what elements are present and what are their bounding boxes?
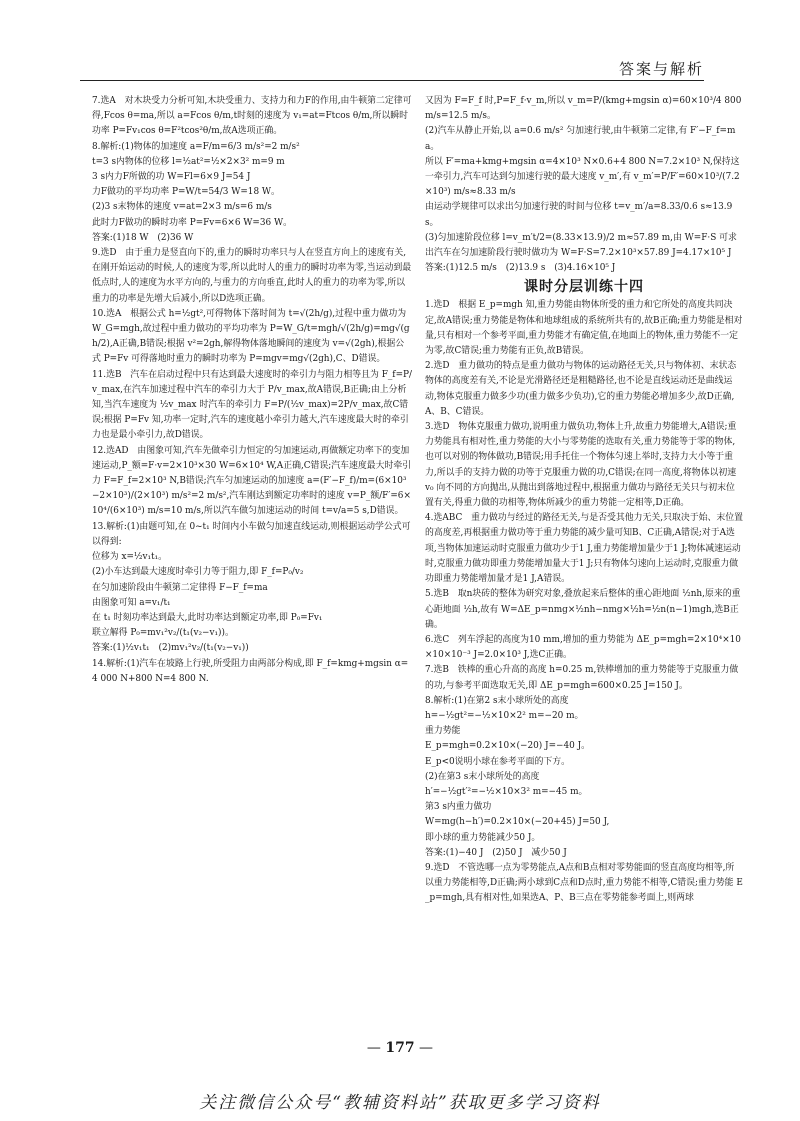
answer-paragraph: 3.选D 物体克服重力做功,说明重力做负功,物体上升,故重力势能增大,A错误;重力势能具有相对性,重力势能的大小与零势能的选取有关,重力势能等于零的物体,也可以对别的物体做功,B错误;用手托住一个物体匀速上举时,支持力大小等于重力,所以手的支持力做的功等于克服重力做的功,C错误;在同一高度,将物体以初速 v₀ 向不同的方向抛出,从抛出到落地过程中,根据重力做功与路径无关只与初末位置有关,得重力做的功相等,物体所减少的重力势能一定相等,D正确。 (425, 422, 737, 509)
answer-paragraph: E_p<0说明小球在参考平面的下方。 (425, 756, 571, 767)
answer-paragraph: 所以 F′=ma+kmg+mgsin α=4×10³ N×0.6+4 800 N=7.2×10³ N,保持这一牵引力,汽车可达到匀加速行驶的最大速度 v_m′,有 v_m′=P/F′=60×10³/(7.2×10³) m/s≈8.33 m/s (425, 156, 740, 198)
answer-paragraph: 8.解析:(1)在第2 s末小球所处的高度 (425, 695, 569, 706)
answer-paragraph: 由运动学规律可以求出匀加速行驶的时间与位移 t=v_m′/a=8.33/0.6 s≈13.9 s。 (425, 202, 733, 228)
answer-paragraph: 答案:(1)18 W (2)36 W (92, 232, 194, 243)
answer-paragraph: 14.解析:(1)汽车在坡路上行驶,所受阻力由两部分构成,即 F_f=kmg+mgsin α=4 000 N+800 N=4 800 N. (92, 658, 409, 684)
answer-paragraph: 11.选B 汽车在启动过程中只有达到最大速度时的牵引力与阻力相等且为 F_f=P/v_max,在汽车加速过程中汽车的牵引力大于 P/v_max,故A错误,B正确;由上分析知,当汽车速度为 ½v_max 时汽车的牵引力 F=P/(½v_max)=2P/v_max,故C错误;根据 P=Fv 知,功率一定时,汽车的速度越小牵引力越大,汽车速度最大时的牵引力也是最小牵引力,故D错误。 (92, 369, 412, 441)
answer-paragraph: 第3 s内重力做功 (425, 802, 492, 813)
page-header-title: 答案与解析 (618, 60, 704, 78)
answer-paragraph: 力F做功的平均功率 P=W/t=54/3 W=18 W。 (92, 187, 280, 198)
answer-paragraph: (2)3 s末物体的速度 v=at=2×3 m/s=6 m/s (92, 202, 272, 213)
answer-paragraph: 在 t₁ 时刻功率达到最大,此时功率达到额定功率,即 P₀=Fv₁ (92, 612, 323, 623)
answer-paragraph: 答案:(1)½v₁t₁ (2)mv₁²v₂/(t₁(v₂−v₁)) (92, 643, 249, 654)
page-number-value: 177 (385, 1040, 415, 1056)
page-number: — 177 — (366, 1040, 434, 1056)
answer-paragraph: 5.选B 取n块砖的整体为研究对象,叠放起来后整体的重心距地面 ½nh,原来的重心距地面 ½h,故有 W=ΔE_p=nmg×½nh−nmg×½h=½n(n−1)mgh,选B正确。 (425, 589, 741, 630)
answer-paragraph: 位移为 x=½v₁t₁。 (92, 552, 168, 563)
header-rule (80, 80, 704, 81)
answer-paragraph: (3)匀加速阶段位移 l=v_m′t/2=(8.33×13.9)/2 m≈57.89 m,由 W=F·S 可求出汽车在匀加速阶段行驶时做功为 W=F·S=7.2×10³×57.89 J=4.17×10⁵ J (425, 232, 737, 259)
answer-paragraph: 即小球的重力势能减少50 J。 (425, 832, 541, 843)
answer-paragraph: 重力势能 (425, 726, 461, 737)
answer-paragraph: 由图象可知 a=v₁/t₁ (92, 597, 171, 608)
answer-paragraph: (2)在第3 s末小球所处的高度 (425, 771, 540, 782)
answer-paragraph: t=3 s内物体的位移 l=½at²=½×2×3² m=9 m (92, 156, 285, 167)
answer-paragraph: 12.选AD 由图象可知,汽车先做牵引力恒定的匀加速运动,再做额定功率下的变加速运动,P_额=F·v=2×10³×30 W=6×10⁴ W,A正确,C错误;汽车速度最大时牵引力 F=F_f=2×10³ N,B错误;汽车匀加速运动的加速度 a=(F′−F_f)/m=(6×10³−2×10³)/(2×10³) m/s²=2 m/s²,汽车刚达到额定功率时的速度 v=P_额/F′=6×10⁴/(6×10³) m/s=10 m/s,所以汽车做匀加速运动的时间 t=v/a=5 s,D错误。 (92, 445, 412, 517)
answer-paragraph: 9.选D 不管选哪一点为零势能点,A点和B点相对零势能面的竖直高度均相等,所以重力势能相等,D正确;两小球到C点和D点时,重力势能不相等,C错误;重力势能 E_p=mgh,具有相对性,如果选A、P、B三点在零势能参考面上,则两球 (425, 862, 743, 904)
answer-paragraph: 在匀加速阶段由牛顿第二定律得 F−F_f=ma (92, 582, 268, 593)
answer-paragraph: 9.选D 由于重力是竖直向下的,重力的瞬时功率只与人在竖直方向上的速度有关,在刚开始运动的时候,人的速度为零,所以此时人的重力的瞬时功率为零,当运动到最低点时,人的速度为水平方向的,与重力的方向垂直,此时人的重力的功率为零,所以重力的功率是先增大后减小,所以D选项正确。 (92, 248, 412, 304)
answer-paragraph: h′=−½gt′²=−½×10×3² m=−45 m。 (425, 786, 588, 797)
answer-paragraph: 联立解得 P₀=mv₁²v₂/(t₁(v₂−v₁))。 (92, 628, 234, 639)
answer-paragraph: 13.解析:(1)由题可知,在 0~t₁ 时间内小车做匀加速直线运动,则根据运动学公式可以得到: (92, 521, 411, 547)
answer-paragraph: W=mg(h−h′)=0.2×10×(−20+45) J=50 J, (425, 817, 610, 828)
answer-paragraph: 7.选A 对木块受力分析可知,木块受重力、支持力和力F的作用,由牛顿第二定律可得,Fcos θ=ma,所以 a=Fcos θ/m,t时刻的速度为 v₁=at=Ftcos θ/m,所以瞬时功率 P=Fv₁cos θ=F²tcos²θ/m,故A选项正确。 (92, 96, 412, 137)
answer-paragraph: h=−½gt²=−½×10×2² m=−20 m。 (425, 710, 584, 721)
answer-paragraph: 又因为 F=F_f 时,P=F_f·v_m,所以 v_m=P/(kmg+mgsin α)=60×10³/4 800 m/s=12.5 m/s。 (425, 96, 742, 122)
answer-paragraph: 此时力F做功的瞬时功率 P=Fv=6×6 W=36 W。 (92, 217, 292, 228)
section-title: 课时分层训练十四 (524, 279, 644, 296)
answer-paragraph: (2)汽车从静止开始,以 a=0.6 m/s² 匀加速行驶,由牛顿第二定律,有 F′−F_f=ma。 (425, 126, 736, 152)
left-column (92, 94, 412, 1024)
answer-paragraph: 4.选ABC 重力做功与经过的路径无关,与是否受其他力无关,只取决于始、末位置的高度差,再根据重力做功等于重力势能的减少量可知B、C正确,A错误;对于A选项,当物体加速运动时克服重力做功少于1 J,重力势能增加量少于1 J;物体减速运动时,克服重力做功即重力势能增加量大于1 J;只有物体匀速向上运动时,克服重力做功即重力势能增加量才是1 J,A错误。 (425, 513, 743, 585)
answer-paragraph: 答案:(1)12.5 m/s (2)13.9 s (3)4.16×10⁵ J (425, 263, 616, 274)
footer-promo-text: 关注微信公众号“教辅资料站”获取更多学习资料 (199, 1093, 601, 1113)
answer-paragraph: 3 s内力F所做的功 W=Fl=6×9 J=54 J (92, 172, 251, 183)
answer-paragraph: 答案:(1)−40 J (2)50 J 减少50 J (425, 847, 567, 858)
answer-paragraph: 7.选B 铁棒的重心升高的高度 h=0.25 m,铁棒增加的重力势能等于克服重力做的功,与参考平面选取无关,即 ΔE_p=mgh=600×0.25 J=150 J。 (425, 665, 739, 691)
answer-paragraph: 6.选C 列车浮起的高度为10 mm,增加的重力势能为 ΔE_p=mgh=2×10⁴×10×10×10⁻³ J=2.0×10³ J,选C正确。 (425, 634, 741, 661)
answer-paragraph: 8.解析:(1)物体的加速度 a=F/m=6/3 m/s²=2 m/s² (92, 141, 300, 152)
answer-paragraph: 2.选D 重力做功的特点是重力做功与物体的运动路径无关,只与物体初、末状态物体的高度差有关,不论是光滑路径还是粗糙路径,也不论是直线运动还是曲线运动,物体克服重力做多少功(重力做多少负功),它的重力势能必增加多少,故D正确,A、B、C错误。 (425, 361, 737, 417)
answer-paragraph: E_p=mgh=0.2×10×(−20) J=−40 J。 (425, 741, 591, 752)
answer-paragraph: 10.选A 根据公式 h=½gt²,可得物体下落时间为 t=√(2h/g),过程中重力做功为 W_G=mgh,故过程中重力做功的平均功率为 P=W_G/t=mgh/√(2h/g)=mg√(gh/2),A正确,B错误;根据 v²=2gh,解得物体落地瞬间的速度为 v=√(2gh),根据公式 P=Fv 可得落地时重力的瞬时功率为 P=mgv=mg√(2gh),C、D错误。 (92, 308, 410, 365)
right-column (425, 94, 743, 1024)
answer-paragraph: 1.选D 根据 E_p=mgh 知,重力势能由物体所受的重力和它所处的高度共同决定,故A错误;重力势能是物体和地球组成的系统所共有的,故B正确;重力势能是相对量,只有相对一个参考平面,重力势能才有确定值,在地面上的物体,重力势能不一定为零,故C错误;重力势能有正负,故B错误。 (425, 300, 743, 357)
answer-paragraph: (2)小车达到最大速度时牵引力等于阻力,即 F_f=P₀/v₂ (92, 567, 304, 578)
